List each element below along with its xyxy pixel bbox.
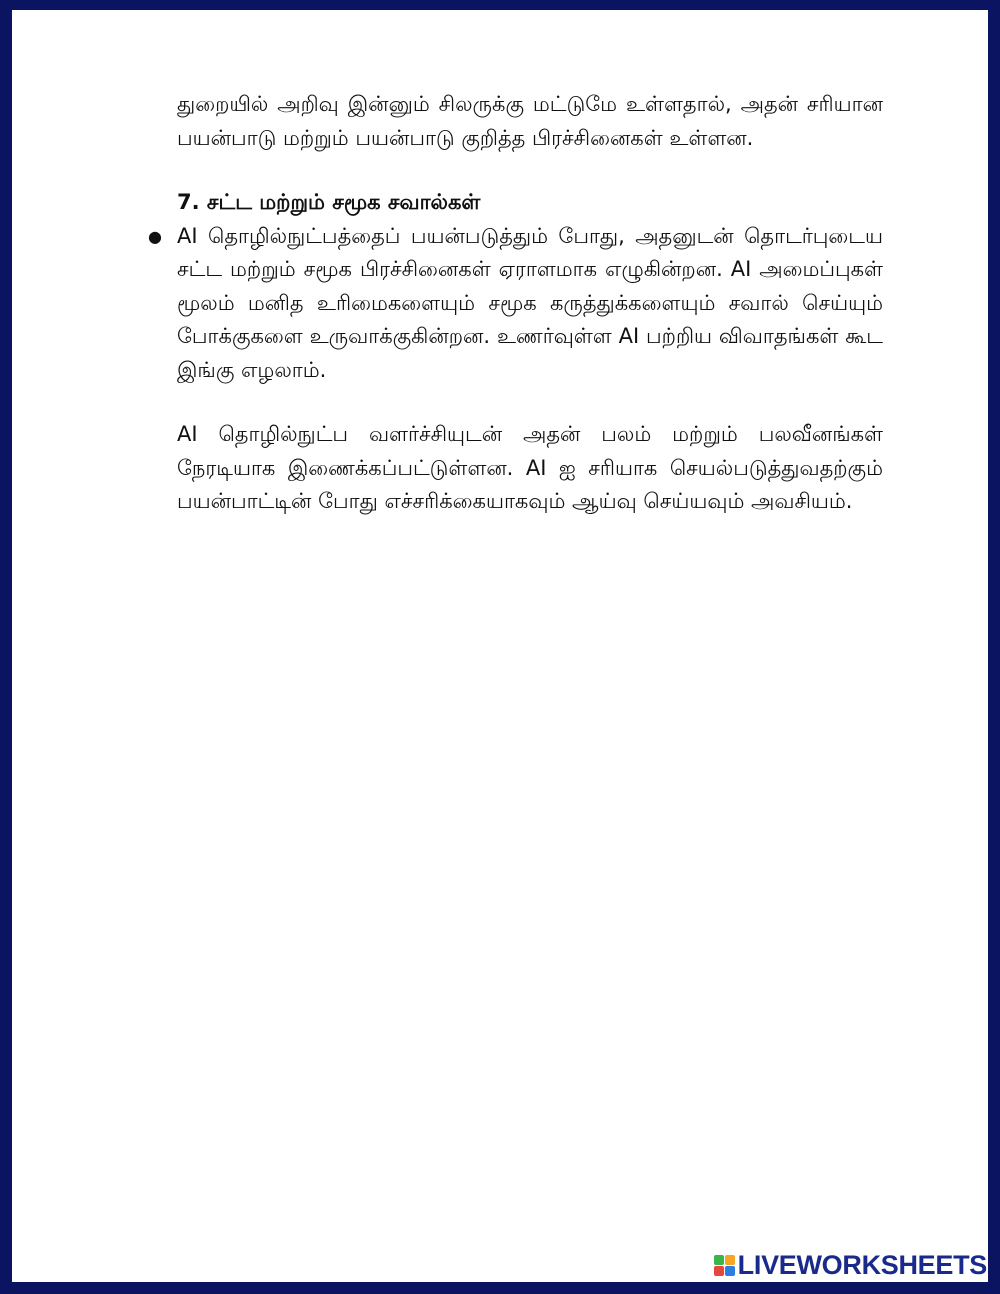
paragraph-spacer [177,387,883,418]
watermark-text: LIVEWORKSHEETS [737,1249,987,1280]
section-heading: 7. சட்ட மற்றும் சமூக சவால்கள் [177,190,481,214]
document-body [148,88,883,519]
logo-square-green [714,1255,724,1265]
liveworksheets-logo-icon [714,1255,735,1276]
liveworksheets-watermark[interactable] [714,1250,987,1280]
bullet-icon: ● [148,226,162,246]
intro-paragraph: துறையில் அறிவு இன்னும் சிலருக்கு மட்டுமே உள்ளதால், அதன் சரியான பயன்பாடு மற்றும் பயன்பாடு குறித்த பிரச்சினைகள் உள்ளன. [177,92,883,150]
logo-square-orange [725,1255,735,1265]
paragraph-spacer [177,155,883,186]
logo-square-red [714,1266,724,1276]
closing-paragraph: AI தொழில்நுட்ப வளர்ச்சியுடன் அதன் பலம் மற்றும் பலவீனங்கள் நேரடியாக இணைக்கப்பட்டுள்ளன. AI ஐ சரியாக செயல்படுத்துவதற்கும் பயன்பாட்டின் போது எச்சரிக்கையாகவும் ஆய்வு செய்யவும் அவசியம். [177,422,883,513]
bullet-list-item [148,220,883,388]
bullet-text: AI தொழில்நுட்பத்தைப் பயன்படுத்தும் போது, அதனுடன் தொடர்புடைய சட்ட மற்றும் சமூக பிரச்சினைகள் ஏராளமாக எழுகின்றன. AI அமைப்புகள் மூலம் மனித உரிமைகளையும் சமூக கருத்துக்களையும் சவால் செய்யும் போக்குகளை உருவாக்குகின்றன. உணர்வுள்ள AI பற்றிய விவாதங்கள் கூட இங்கு எழலாம். [177,223,883,382]
logo-square-blue [725,1266,735,1276]
